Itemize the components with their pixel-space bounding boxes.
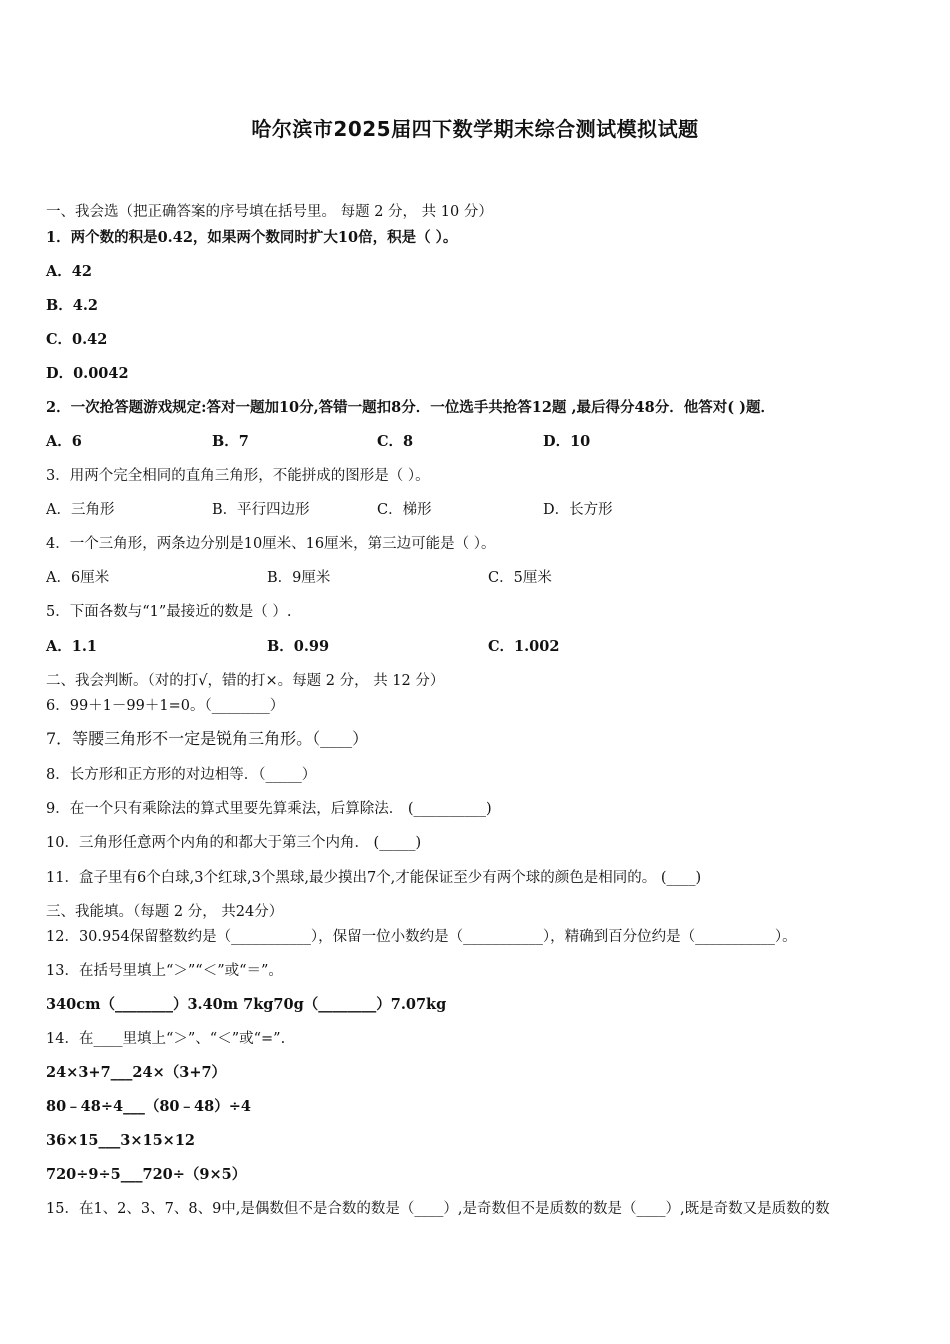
question-5-option-a: A．1.1: [46, 638, 97, 655]
question-11: 11．盒子里有6个白球,3个红球,3个黑球,最少摸出7个,才能保证至少有两个球的颜色是相同的。 (____): [46, 870, 702, 886]
question-5-options: [46, 638, 559, 656]
question-3-option-c: C．梯形: [377, 502, 432, 518]
question-1-option-d: D．0.0042: [46, 365, 129, 382]
question-10: 10．三角形任意两个内角的和都大于第三个内角． (_____): [46, 835, 422, 851]
question-14-line-1: 24×3+7___24×（3+7）: [46, 1064, 227, 1081]
question-15: 15．在1、2、3、7、8、9中,是偶数但不是合数的数是（____）,是奇数但不是质数的数是（____）,既是奇数又是质数的数: [46, 1201, 830, 1217]
question-8: 8．长方形和正方形的对边相等．（_____）: [46, 767, 317, 783]
question-1-option-b: B．4.2: [46, 297, 98, 314]
question-3-option-d: D．长方形: [543, 502, 613, 518]
section-2-heading: 二、我会判断。（对的打√，错的打×。每题 2 分， 共 12 分）: [46, 673, 445, 689]
question-4-option-c: C．5厘米: [488, 570, 552, 586]
question-14-line-2: 80﹣48÷4___（80﹣48）÷4: [46, 1098, 251, 1115]
question-2-option-b: B．7: [212, 433, 249, 450]
question-4-option-b: B．9厘米: [267, 570, 331, 586]
question-1-option-a: A．42: [46, 263, 92, 280]
section-1-heading: 一、我会选（把正确答案的序号填在括号里。 每题 2 分， 共 10 分）: [46, 204, 493, 220]
question-7: 7．等腰三角形不一定是锐角三角形。（____）: [46, 729, 369, 748]
question-6: 6．99＋1－99＋1=0。（________）: [46, 698, 285, 714]
question-13-line: 340cm（________）3.40m 7kg70g（________）7.07kg: [46, 996, 447, 1013]
question-4-stem: 4．一个三角形，两条边分别是10厘米、16厘米，第三边可能是（ ）。: [46, 536, 496, 552]
question-2-options: [46, 433, 590, 451]
question-3-stem: 3．用两个完全相同的直角三角形，不能拼成的图形是（ ）。: [46, 468, 430, 484]
question-2-option-d: D．10: [543, 433, 591, 450]
question-13-stem: 13．在括号里填上“＞”“＜”或“＝”。: [46, 963, 283, 979]
question-3-option-a: A．三角形: [46, 502, 115, 518]
question-14-line-3: 36×15___3×15×12: [46, 1132, 196, 1149]
question-14-line-4: 720÷9÷5___720÷（9×5）: [46, 1166, 247, 1183]
question-2-stem: 2．一次抢答题游戏规定:答对一题加10分,答错一题扣8分．一位选手共抢答12题 ,最后得分48分．他答对( )题．: [46, 399, 775, 416]
question-9: 9．在一个只有乘除法的算式里要先算乘法，后算除法． (__________): [46, 801, 492, 817]
question-3-option-b: B．平行四边形: [212, 502, 310, 518]
question-2-option-c: C．8: [377, 433, 414, 450]
question-1-option-c: C．0.42: [46, 331, 108, 348]
question-4-options: [46, 569, 552, 587]
question-12: 12．30.954保留整数约是（___________），保留一位小数约是（___________），精确到百分位约是（___________）。: [46, 929, 797, 945]
question-2-option-a: A．6: [46, 433, 82, 450]
question-4-option-a: A．6厘米: [46, 570, 110, 586]
question-5-stem: 5．下面各数与“1”最接近的数是（ ）.: [46, 604, 292, 620]
question-14-stem: 14．在____里填上“＞”、“＜”或“=”.: [46, 1031, 286, 1047]
page-title: 哈尔滨市2025届四下数学期末综合测试模拟试题: [251, 117, 699, 141]
question-1-stem: 1．两个数的积是0.42，如果两个数同时扩大10倍，积是（ ）。: [46, 229, 458, 246]
section-3-heading: 三、我能填。（每题 2 分， 共24分）: [46, 904, 284, 920]
question-5-option-b: B．0.99: [267, 638, 330, 655]
question-5-option-c: C．1.002: [488, 638, 560, 655]
question-3-options: [46, 501, 613, 519]
